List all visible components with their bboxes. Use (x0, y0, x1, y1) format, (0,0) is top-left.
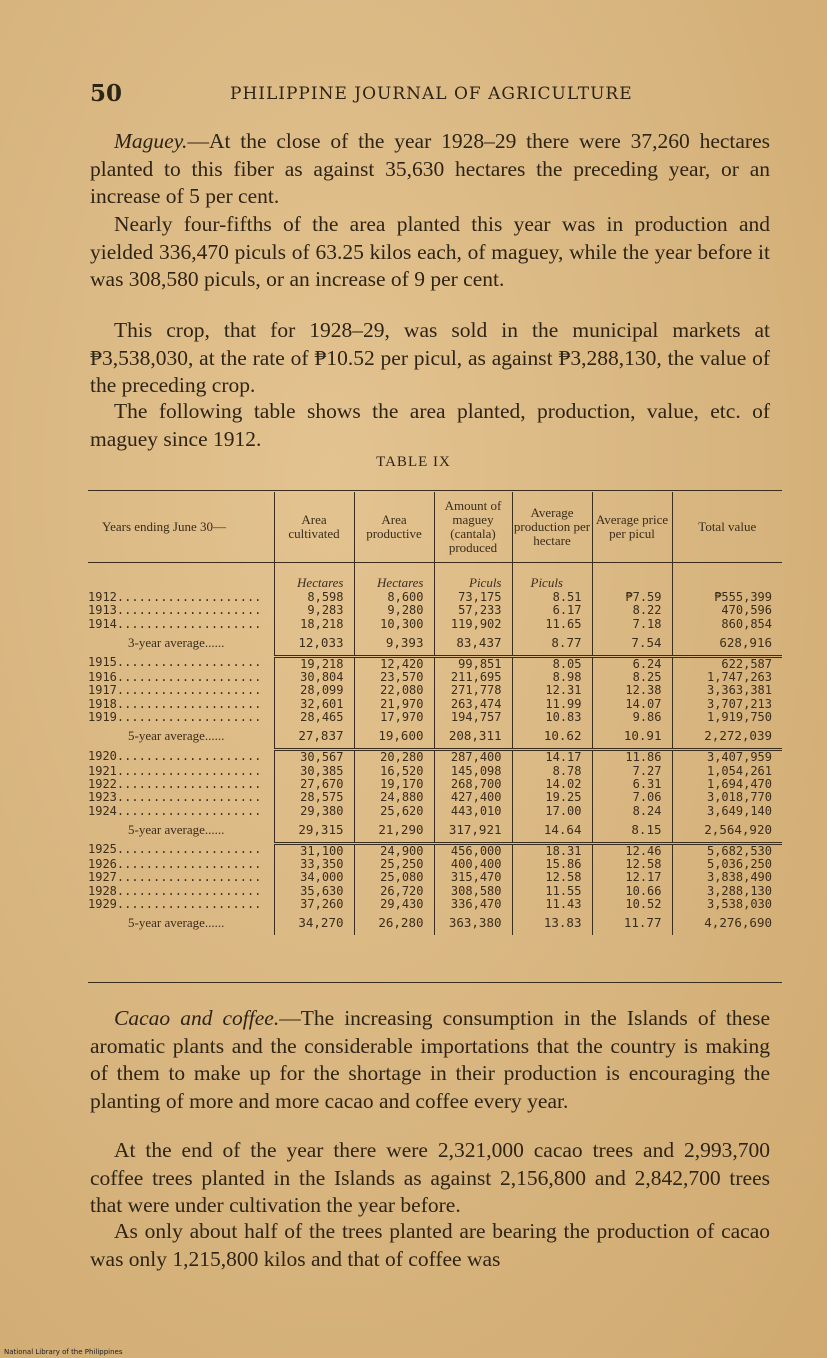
year-label: 1927 (88, 870, 117, 885)
table-top-rule (88, 490, 782, 491)
average-cell: 10.62 (512, 724, 592, 750)
average-cell: 83,437 (434, 631, 512, 657)
year-label: 1914 (88, 616, 117, 631)
row-year (88, 711, 274, 724)
leader-dots: .................... (116, 603, 262, 618)
row-cell: 32,601 (274, 698, 354, 711)
average-row (88, 911, 782, 935)
leader-dots: .................... (116, 803, 262, 818)
row-cell: 16,520 (354, 765, 434, 778)
row-cell: 30,385 (274, 765, 354, 778)
average-cell: 26,280 (354, 911, 434, 935)
row-cell: 119,902 (434, 618, 512, 631)
row-cell: 7.27 (592, 765, 672, 778)
average-label-text: 5-year average (128, 821, 205, 837)
row-cell: 3,288,130 (672, 885, 782, 898)
average-cell: 8.77 (512, 631, 592, 657)
row-cell: 1,919,750 (672, 711, 782, 724)
row-year (88, 604, 274, 617)
row-cell: 11.55 (512, 885, 592, 898)
paragraph-production: Nearly four-fifths of the area planted this year was in production and yielded 336,470 piculs of 63.25 kilos each, of maguey, while the year before it was 308,580 piculs, or an increase of 9 per cent. (90, 212, 770, 291)
table-row (88, 591, 782, 604)
average-label-text: 3-year average (128, 634, 205, 650)
row-cell: 1,054,261 (672, 765, 782, 778)
leader-dots: .................... (116, 883, 262, 898)
table-row (88, 858, 782, 871)
row-cell: 37,260 (274, 898, 354, 911)
table-row (88, 805, 782, 818)
row-cell: 11.65 (512, 618, 592, 631)
row-cell: 9,280 (354, 604, 434, 617)
table-row (88, 684, 782, 697)
average-label (88, 818, 274, 844)
table-row (88, 778, 782, 791)
average-cell: 9,393 (354, 631, 434, 657)
row-cell: 5,682,530 (672, 843, 782, 858)
table-row (88, 898, 782, 911)
row-cell: 28,575 (274, 791, 354, 804)
average-cell: 2,272,039 (672, 724, 782, 750)
leader-dots: .................... (116, 790, 262, 805)
row-cell: 11.86 (592, 750, 672, 765)
year-label: 1918 (88, 696, 117, 711)
year-label: 1922 (88, 776, 117, 791)
journal-title: PHILIPPINE JOURNAL OF AGRICULTURE (230, 84, 633, 104)
year-label: 1928 (88, 883, 117, 898)
leader-dots: .................... (116, 670, 262, 685)
row-cell: 3,649,140 (672, 805, 782, 818)
row-cell: 12.31 (512, 684, 592, 697)
year-label: 1921 (88, 763, 117, 778)
row-cell: 14.07 (592, 698, 672, 711)
row-cell: 400,400 (434, 858, 512, 871)
table-row (88, 604, 782, 617)
row-cell: 11.43 (512, 898, 592, 911)
year-label: 1919 (88, 710, 117, 725)
row-cell: 26,720 (354, 885, 434, 898)
row-cell: 8,600 (354, 591, 434, 604)
row-year (88, 684, 274, 697)
row-cell: 19.25 (512, 791, 592, 804)
row-cell: 25,620 (354, 805, 434, 818)
row-cell: 10.66 (592, 885, 672, 898)
row-cell: 1,747,263 (672, 671, 782, 684)
leader-dots: .................... (116, 710, 262, 725)
row-cell: 10.52 (592, 898, 672, 911)
row-cell: 263,474 (434, 698, 512, 711)
row-cell: 9.86 (592, 711, 672, 724)
row-cell: 3,838,490 (672, 871, 782, 884)
table-row (88, 618, 782, 631)
year-label: 1920 (88, 748, 117, 763)
unit-label (592, 563, 672, 592)
row-cell: 3,018,770 (672, 791, 782, 804)
average-cell: 7.54 (592, 631, 672, 657)
leader-dots: .................... (116, 683, 262, 698)
row-cell: 7.18 (592, 618, 672, 631)
row-cell: 8.25 (592, 671, 672, 684)
unit-label: Hectares (354, 563, 434, 592)
leader-dots: .................... (116, 590, 262, 604)
unit-label (672, 563, 782, 592)
row-year (88, 778, 274, 791)
table-row (88, 750, 782, 765)
average-cell: 29,315 (274, 818, 354, 844)
leader-dots: ...... (204, 915, 225, 931)
row-cell: 456,000 (434, 843, 512, 858)
row-cell: 860,854 (672, 618, 782, 631)
row-cell: 470,596 (672, 604, 782, 617)
page-number: 50 (90, 80, 123, 107)
row-year (88, 858, 274, 871)
unit-label: Piculs (434, 563, 512, 592)
row-cell: ₱7.59 (592, 591, 672, 604)
unit-label: Hectares (274, 563, 354, 592)
row-cell: 18,218 (274, 618, 354, 631)
paragraph-tree-counts: At the end of the year there were 2,321,000 cacao trees and 2,993,700 coffee trees planted in the Islands as against 2,156,800 and 2,842,700 trees that were under cultivation the year before. (90, 1138, 770, 1217)
row-cell: 19,218 (274, 656, 354, 671)
row-cell: 211,695 (434, 671, 512, 684)
paragraph-table-intro: The following table shows the area planted, production, value, etc. of maguey since 1912. (90, 399, 770, 451)
average-label (88, 911, 274, 935)
row-cell: 268,700 (434, 778, 512, 791)
header-average-production: Average production per hectare (512, 492, 592, 563)
table-row (88, 791, 782, 804)
year-label: 1923 (88, 790, 117, 805)
units-row (88, 563, 782, 592)
row-year (88, 871, 274, 884)
header-years: Years ending June 30— (88, 492, 274, 563)
leader-dots: ...... (204, 821, 225, 837)
row-year (88, 618, 274, 631)
leader-dots: .................... (116, 842, 262, 857)
table-row (88, 698, 782, 711)
year-label: 1929 (88, 897, 117, 912)
row-cell: 29,380 (274, 805, 354, 818)
table-row (88, 671, 782, 684)
year-label: 1915 (88, 655, 117, 670)
year-label: 1916 (88, 670, 117, 685)
footer-credit: National Library of the Philippines (4, 1348, 123, 1356)
table-row (88, 656, 782, 671)
leader-dots: .................... (116, 763, 262, 778)
average-cell: 363,380 (434, 911, 512, 935)
row-cell: 12.46 (592, 843, 672, 858)
section-lead-maguey: Maguey. (114, 129, 188, 153)
row-cell: 7.06 (592, 791, 672, 804)
row-cell: 3,538,030 (672, 898, 782, 911)
row-cell: 622,587 (672, 656, 782, 671)
row-cell: 3,707,213 (672, 698, 782, 711)
row-cell: 6.24 (592, 656, 672, 671)
row-cell: 8.51 (512, 591, 592, 604)
row-cell: 23,570 (354, 671, 434, 684)
row-cell: 5,036,250 (672, 858, 782, 871)
maguey-table (88, 492, 782, 935)
leader-dots: .................... (116, 857, 262, 872)
row-year (88, 805, 274, 818)
leader-dots: .................... (116, 696, 262, 711)
row-cell: 10,300 (354, 618, 434, 631)
average-cell: 10.91 (592, 724, 672, 750)
average-cell: 11.77 (592, 911, 672, 935)
row-cell: 25,250 (354, 858, 434, 871)
header-amount-produced: Amount of maguey (cantala) produced (434, 492, 512, 563)
average-cell: 19,600 (354, 724, 434, 750)
average-cell: 628,916 (672, 631, 782, 657)
leader-dots: ...... (204, 728, 225, 744)
row-cell: 315,470 (434, 871, 512, 884)
row-cell: 24,900 (354, 843, 434, 858)
row-cell: 57,233 (434, 604, 512, 617)
average-label (88, 631, 274, 657)
row-cell: 194,757 (434, 711, 512, 724)
row-cell: 8.98 (512, 671, 592, 684)
row-cell: 9,283 (274, 604, 354, 617)
row-cell: 12.38 (592, 684, 672, 697)
row-cell: 6.31 (592, 778, 672, 791)
row-year (88, 656, 274, 671)
row-cell: 287,400 (434, 750, 512, 765)
row-year (88, 885, 274, 898)
unit-label (88, 563, 274, 592)
table-bottom-rule (88, 982, 782, 983)
year-label: 1917 (88, 683, 117, 698)
running-header (90, 80, 780, 110)
average-label-text: 5-year average (128, 915, 205, 931)
table-row (88, 765, 782, 778)
year-label: 1924 (88, 803, 117, 818)
table-row (88, 871, 782, 884)
row-year (88, 671, 274, 684)
average-cell: 317,921 (434, 818, 512, 844)
average-label-text: 5-year average (128, 728, 205, 744)
average-cell: 2,564,920 (672, 818, 782, 844)
table-row (88, 843, 782, 858)
header-average-price: Average price per picul (592, 492, 672, 563)
row-year (88, 765, 274, 778)
paragraph-value: This crop, that for 1928–29, was sold in the municipal markets at ₱3,538,030, at the rate of ₱10.52 per picul, as against ₱3,288,130, the value of the preceding crop. (90, 318, 770, 397)
row-cell: 1,694,470 (672, 778, 782, 791)
row-year (88, 898, 274, 911)
leader-dots: .................... (116, 616, 262, 631)
row-cell: 12.58 (512, 871, 592, 884)
average-row (88, 631, 782, 657)
row-cell: 15.86 (512, 858, 592, 871)
average-cell: 12,033 (274, 631, 354, 657)
row-cell: 308,580 (434, 885, 512, 898)
table-row (88, 885, 782, 898)
row-cell: 14.17 (512, 750, 592, 765)
row-cell: 6.17 (512, 604, 592, 617)
row-cell: 28,099 (274, 684, 354, 697)
row-cell: 17.00 (512, 805, 592, 818)
row-cell: 18.31 (512, 843, 592, 858)
row-cell: 31,100 (274, 843, 354, 858)
average-cell: 21,290 (354, 818, 434, 844)
average-cell: 14.64 (512, 818, 592, 844)
year-label: 1912 (88, 590, 117, 604)
row-cell: 3,407,959 (672, 750, 782, 765)
header-area-cultivated: Area cultivated (274, 492, 354, 563)
leader-dots: .................... (116, 748, 262, 763)
row-cell: 30,804 (274, 671, 354, 684)
row-cell: 99,851 (434, 656, 512, 671)
row-cell: 17,970 (354, 711, 434, 724)
paragraph-bearing: As only about half of the trees planted are bearing the production of cacao was only 1,215,800 kilos and that of coffee was (90, 1219, 770, 1271)
row-cell: 336,470 (434, 898, 512, 911)
table-header-row (88, 492, 782, 563)
row-year (88, 698, 274, 711)
row-cell: 443,010 (434, 805, 512, 818)
row-cell: 28,465 (274, 711, 354, 724)
row-cell: 10.83 (512, 711, 592, 724)
row-cell: 145,098 (434, 765, 512, 778)
row-cell: 21,970 (354, 698, 434, 711)
average-cell: 27,837 (274, 724, 354, 750)
leader-dots: ...... (204, 634, 225, 650)
row-cell: 29,430 (354, 898, 434, 911)
row-cell: 30,567 (274, 750, 354, 765)
row-cell: 3,363,381 (672, 684, 782, 697)
header-total-value: Total value (672, 492, 782, 563)
row-cell: 11.99 (512, 698, 592, 711)
row-cell: 271,778 (434, 684, 512, 697)
row-cell: 8.05 (512, 656, 592, 671)
row-cell: 12.17 (592, 871, 672, 884)
year-label: 1926 (88, 857, 117, 872)
section-lead-cacao: Cacao and coffee. (114, 1006, 280, 1030)
year-label: 1925 (88, 842, 117, 857)
row-cell: 35,630 (274, 885, 354, 898)
row-cell: 8.22 (592, 604, 672, 617)
row-cell: 14.02 (512, 778, 592, 791)
average-cell: 208,311 (434, 724, 512, 750)
row-cell: 12.58 (592, 858, 672, 871)
paragraph-maguey (90, 128, 770, 211)
table-title: TABLE IX (376, 454, 451, 470)
average-label (88, 724, 274, 750)
row-cell: 24,880 (354, 791, 434, 804)
average-cell: 4,276,690 (672, 911, 782, 935)
row-cell: 8.24 (592, 805, 672, 818)
average-cell: 13.83 (512, 911, 592, 935)
row-cell: 34,000 (274, 871, 354, 884)
average-cell: 34,270 (274, 911, 354, 935)
average-row (88, 818, 782, 844)
row-year (88, 791, 274, 804)
row-cell: ₱555,399 (672, 591, 782, 604)
row-year (88, 843, 274, 858)
table-row (88, 711, 782, 724)
leader-dots: .................... (116, 655, 262, 670)
row-cell: 8.78 (512, 765, 592, 778)
row-cell: 8,598 (274, 591, 354, 604)
row-cell: 27,670 (274, 778, 354, 791)
row-year (88, 591, 274, 604)
row-year (88, 750, 274, 765)
average-cell: 8.15 (592, 818, 672, 844)
table-body (88, 563, 782, 936)
row-cell: 427,400 (434, 791, 512, 804)
leader-dots: .................... (116, 870, 262, 885)
paragraph-cacao-coffee (90, 1005, 770, 1115)
row-cell: 73,175 (434, 591, 512, 604)
row-cell: 19,170 (354, 778, 434, 791)
leader-dots: .................... (116, 897, 262, 912)
unit-label: Piculs (512, 563, 592, 592)
paragraph-cacao-text: —The increasing consumption in the Islands of these aromatic plants and the considerable importations that the country is making of them to make up for the shortage in their production is encouraging the planting of more and more cacao and coffee every year. (90, 1006, 770, 1113)
year-label: 1913 (88, 603, 117, 618)
leader-dots: .................... (116, 776, 262, 791)
row-cell: 12,420 (354, 656, 434, 671)
row-cell: 33,350 (274, 858, 354, 871)
average-row (88, 724, 782, 750)
row-cell: 22,080 (354, 684, 434, 697)
row-cell: 25,080 (354, 871, 434, 884)
paragraph-maguey-text: —At the close of the year 1928–29 there were 37,260 hectares planted to this fiber as against 35,630 hectares the preceding year, or an increase of 5 per cent. (90, 129, 770, 208)
header-area-productive: Area productive (354, 492, 434, 563)
row-cell: 20,280 (354, 750, 434, 765)
